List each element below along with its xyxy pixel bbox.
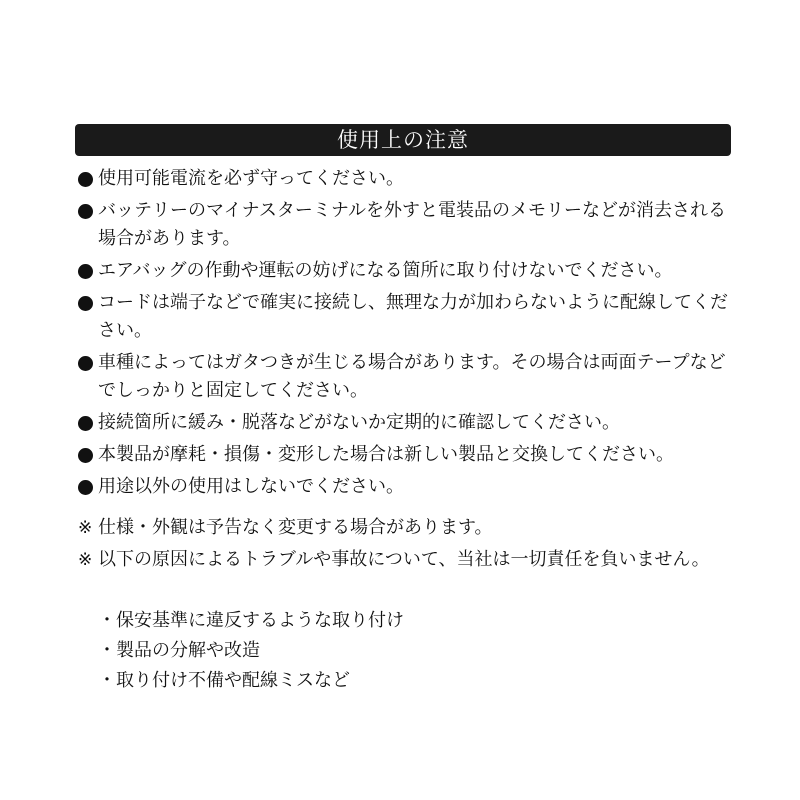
list-item bbox=[78, 289, 738, 345]
middle-dot-icon: ・ bbox=[98, 610, 116, 631]
list-item bbox=[98, 668, 404, 694]
list-item bbox=[78, 441, 738, 469]
bullet-icon bbox=[78, 172, 93, 187]
reference-mark-icon: ※ bbox=[78, 518, 93, 538]
bullet-icon bbox=[78, 416, 93, 431]
caution-text: 使用可能電流を必ず守ってください。 bbox=[98, 168, 404, 189]
cause-text: 製品の分解や改造 bbox=[116, 640, 260, 661]
cause-text: 保安基準に違反するような取り付け bbox=[116, 610, 404, 631]
bullet-icon bbox=[78, 204, 93, 219]
bullet-icon bbox=[78, 264, 93, 279]
list-item bbox=[78, 257, 738, 285]
caution-text: 用途以外の使用はしないでください。 bbox=[98, 476, 404, 497]
section-title: 使用上の注意 bbox=[75, 124, 731, 156]
caution-text: バッテリーのマイナスターミナルを外すと電装品のメモリーなどが消去される場合があります。 bbox=[98, 200, 727, 249]
caution-text: 本製品が摩耗・損傷・変形した場合は新しい製品と交換してください。 bbox=[98, 444, 674, 465]
bullet-icon bbox=[78, 296, 93, 311]
note-spec-change bbox=[78, 515, 738, 541]
middle-dot-icon: ・ bbox=[98, 670, 116, 691]
caution-text: 車種によってはガタつきが生じる場合があります。その場合は両面テープなどでしっかりと固定してください。 bbox=[98, 352, 726, 401]
bullet-icon bbox=[78, 356, 93, 371]
cause-text: 取り付け不備や配線ミスなど bbox=[116, 670, 350, 691]
list-item bbox=[78, 349, 738, 405]
causes-list bbox=[98, 608, 404, 698]
list-item bbox=[98, 638, 404, 664]
bullet-icon bbox=[78, 448, 93, 463]
list-item bbox=[98, 608, 404, 634]
list-item bbox=[78, 473, 738, 501]
caution-text: 接続箇所に緩み・脱落などがないか定期的に確認してください。 bbox=[98, 412, 620, 433]
middle-dot-icon: ・ bbox=[98, 640, 116, 661]
reference-mark-icon: ※ bbox=[78, 550, 93, 570]
list-item bbox=[78, 197, 738, 253]
caution-text: エアバッグの作動や運転の妨げになる箇所に取り付けないでください。 bbox=[98, 260, 673, 281]
caution-text: コードは端子などで確実に接続し、無理な力が加わらないように配線してください。 bbox=[98, 292, 728, 341]
note-text: 以下の原因によるトラブルや事故について、当社は一切責任を負いません。 bbox=[98, 549, 710, 570]
list-item bbox=[78, 409, 738, 437]
caution-list bbox=[78, 165, 738, 505]
bullet-icon bbox=[78, 480, 93, 495]
note-text: 仕様・外観は予告なく変更する場合があります。 bbox=[98, 517, 493, 538]
list-item bbox=[78, 165, 738, 193]
notes-list bbox=[78, 515, 738, 579]
note-liability bbox=[78, 547, 738, 573]
